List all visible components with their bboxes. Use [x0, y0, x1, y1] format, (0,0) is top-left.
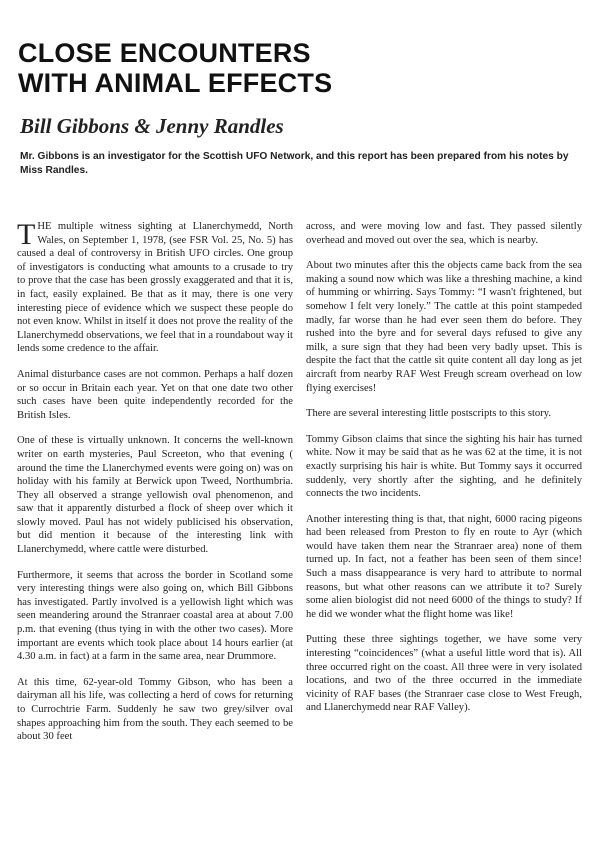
article-title-line-1: CLOSE ENCOUNTERS: [18, 38, 311, 68]
paragraph: across, and were moving low and fast. They passed silently overhead and moved out over the sea, which is nearby.: [306, 221, 582, 246]
paragraph: About two minutes after this the objects came back from the sea making a sound now which was like a threshing machine, a kind of humming or whirring. Says Tommy: “I wasn't frightened, but somehow I felt very lonely.” The cattle at this point stampeded madly, far worse than he had ever seen them do before. They rushed into the byre and for several days refused to give any milk, a sure sign that they had been very badly upset. This is despite the fact that the cattle sit quite content all day long as jet aircraft from nearby RAF West Freugh scream overhead on low flying exercises!: [306, 260, 582, 394]
paragraph: There are several interesting little postscripts to this story.: [306, 408, 551, 420]
right-column: [306, 220, 582, 727]
paragraph-text: HE multiple witness sighting at Llanerchymedd, North Wales, on September 1, 1978, (see FSR Vol. 25, No. 5) has caused a deal of controversy in British UFO circles. One group of investigators is conducting what amounts to a crusade to try to prove that the case has been grossly exaggerated and that it is, in fact, easily explained. Be that as it may, there is one very interesting piece of evidence which we suspect these people do not even know. Whilst in itself it does not prove the reality of the Llanerchymedd observations, we feel that in a roundabout way it lends some credence to the affair.: [17, 221, 293, 355]
paragraph: Another interesting thing is that, that night, 6000 racing pigeons had been released from Preston to fly en route to Ayr (which would have taken them near the Stranraer area) none of them turned up. In fact, not a feather has been seen of them since! Such a mass disappearance is very hard to attribute to normal reasons, but what other reasons can we attribute it to? Surely some alien biologist did not need 6000 of the things to study? If he did we wonder what the flight home was like!: [306, 513, 582, 620]
drop-cap: T: [17, 218, 36, 251]
paragraph: Putting these three sightings together, we have some very interesting “coincidences” (what a useful little word that is). All three occurred right on the coast. All three were in very isolated locations, and two of the three occurred in the immediate vicinity of RAF bases (the Stranraer case close to West Freugh, and Llanerchymedd near RAF Valley).: [306, 634, 582, 714]
paragraph: [17, 220, 293, 356]
paragraph: Tommy Gibson claims that since the sighting his hair has turned white. Now it may be said that as he was 62 at the time, it is not exactly surprising his hair is white. But Tommy says it occurred suddenly, very shortly after the sighting, and he definitely connects the two incidents.: [306, 433, 582, 500]
paragraph: Animal disturbance cases are not common. Perhaps a half dozen or so occur in Britain each year. Yet on that one date two other such cases have been quite independently recorded for the British Isles.: [17, 368, 293, 421]
paragraph: At this time, 62-year-old Tommy Gibson, who has been a dairyman all his life, was collecting a herd of cows for returning to Currochtrie Farm. Suddenly he saw two grey/silver oval shapes approaching him from the south. They each seemed to be about 30 feet: [17, 676, 293, 743]
article-authors: Bill Gibbons & Jenny Randles: [20, 114, 284, 138]
article-title: [18, 38, 578, 98]
paragraph: One of these is virtually unknown. It concerns the well-known writer on earth mysteries, Paul Screeton, who that evening ( around the time the Llanerchymed events were going on) was on holiday with his family at Berwick upon Tweed, Northumbria. They all observed a strange yellowish oval phenomenon, and saw that it apparently disturbed a flock of sheep over which it slowly moved. Paul has not widely publicised his observation, but did mention it because of the interesting link with Llanerchymedd, where cattle were disturbed.: [17, 435, 293, 556]
article-title-line-2: WITH ANIMAL EFFECTS: [18, 68, 333, 98]
article-intro: Mr. Gibbons is an investigator for the Scottish UFO Network, and this report has been prepared from his notes by Miss Randles.: [20, 151, 569, 176]
paragraph: Furthermore, it seems that across the border in Scotland some very interesting things were also going on, which Bill Gibbons has investigated. Partly involved is a yellowish light which was seen meandering around the Stranraer coastal area at about 7.00 p.m. that evening (thus tying in with the other two cases). More important are events which took place about 14 hours earlier (at 4.30 a.m. in fact) at a farm in the same area, near Drummore.: [17, 569, 293, 663]
left-column: [17, 220, 293, 756]
